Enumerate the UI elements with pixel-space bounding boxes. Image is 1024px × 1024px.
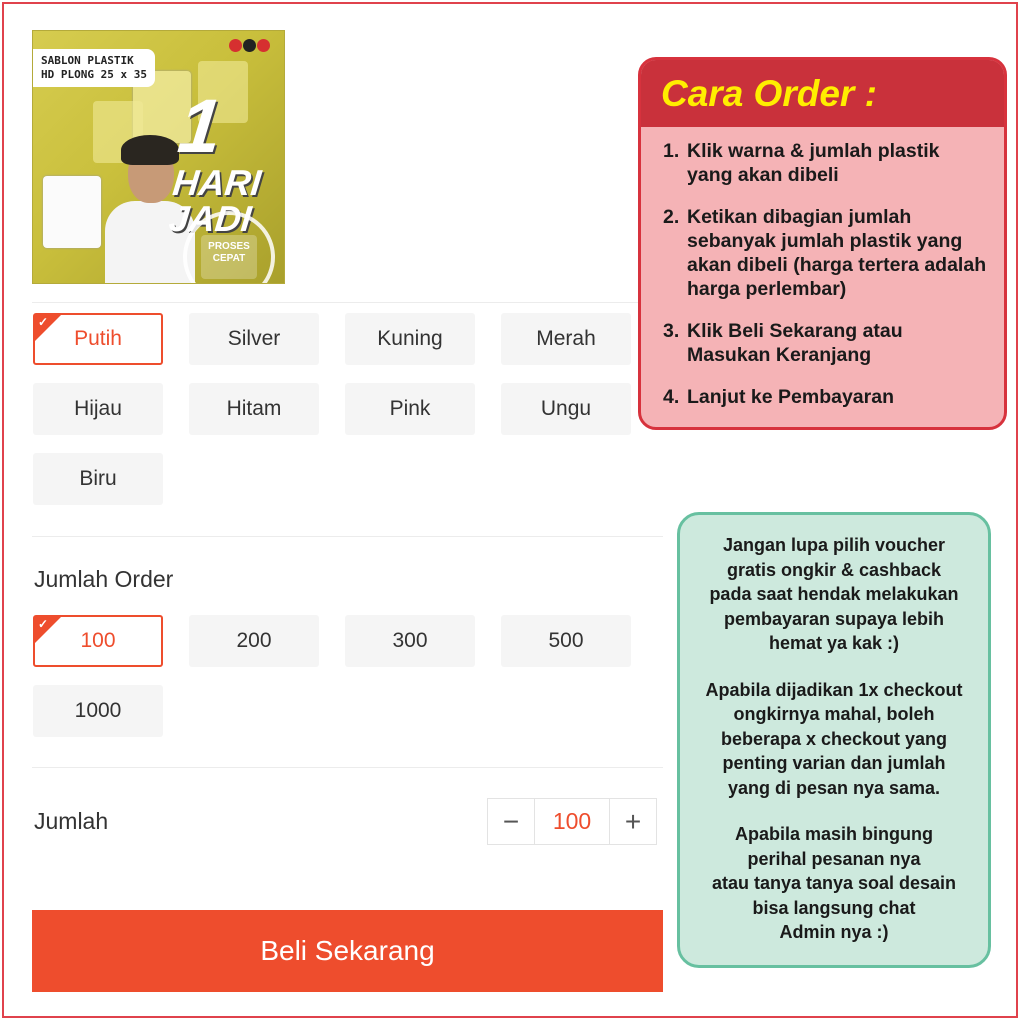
person-figure (121, 135, 179, 165)
note-card (677, 512, 991, 968)
quantity-option-label: 1000 (74, 699, 122, 722)
order-step (663, 319, 990, 367)
order-step-number: 1. (663, 140, 680, 162)
color-option-label: Silver (227, 327, 281, 350)
brand-logos (228, 39, 270, 57)
buy-now-button[interactable]: Beli Sekarang (32, 910, 663, 992)
note-paragraph: Apabila masih bingung perihal pesanan nya atau tanya tanya soal desain bisa langsung chat Admin nya :) (711, 824, 957, 942)
color-option-hitam[interactable] (189, 383, 319, 435)
order-step-text: Klik Beli Sekarang atau Masukan Keranjang (687, 320, 903, 366)
guarantee-seal: PROSES CEPAT (183, 211, 275, 284)
color-option-label: Ungu (540, 397, 592, 420)
quantity-option-300[interactable] (345, 615, 475, 667)
color-option-label: Pink (389, 397, 431, 420)
note-paragraph: Jangan lupa pilih voucher gratis ongkir & cashback pada saat hendak melakukan pembayaran supaya lebih hemat ya kak :) (709, 535, 959, 653)
quantity-option-100[interactable] (33, 615, 163, 667)
plus-button[interactable]: + (624, 805, 642, 837)
order-instructions-card (638, 57, 1007, 430)
promo-one-day: 1 HARI JADI (167, 84, 264, 239)
color-option-merah[interactable] (501, 313, 631, 365)
color-option-label: Putih (74, 327, 122, 350)
check-icon: ✓ (38, 617, 49, 631)
color-option-label: Merah (536, 327, 596, 350)
divider (32, 536, 663, 537)
order-step-text: Klik warna & jumlah plastik yang akan dibeli (687, 140, 940, 186)
quantity-option-label: 300 (392, 629, 428, 652)
color-option-label: Kuning (377, 327, 443, 350)
order-step-number: 3. (663, 320, 680, 342)
product-bag (43, 176, 101, 248)
quantity-option-1000[interactable] (33, 685, 163, 737)
color-option-putih[interactable] (33, 313, 163, 365)
jumlah-label: Jumlah (34, 808, 109, 834)
quantity-option-500[interactable] (501, 615, 631, 667)
jumlah-order-label: Jumlah Order (34, 566, 174, 592)
color-option-pink[interactable] (345, 383, 475, 435)
order-step (663, 385, 990, 409)
color-option-label: Hijau (74, 397, 122, 420)
color-option-biru[interactable] (33, 453, 163, 505)
color-option-ungu[interactable] (501, 383, 631, 435)
order-step (663, 205, 990, 301)
order-step-text: Ketikan dibagian jumlah sebanyak jumlah plastik yang akan dibeli (harga tertera adalah harga perlembar) (687, 206, 987, 300)
color-option-hijau[interactable] (33, 383, 163, 435)
order-steps-list (641, 139, 1004, 409)
order-step-text: Lanjut ke Pembayaran (687, 386, 894, 408)
order-step-number: 2. (663, 206, 680, 228)
divider (32, 302, 663, 303)
product-image-title: SABLON PLASTIK HD PLONG 25 x 35 (33, 49, 155, 87)
quantity-option-label: 100 (80, 629, 116, 652)
check-icon: ✓ (38, 315, 49, 329)
order-card-title: Cara Order : (641, 60, 1004, 127)
quantity-option-200[interactable] (189, 615, 319, 667)
order-step (663, 139, 990, 187)
minus-button[interactable]: − (502, 805, 520, 837)
quantity-option-label: 500 (548, 629, 584, 652)
color-option-kuning[interactable] (345, 313, 475, 365)
color-option-silver[interactable] (189, 313, 319, 365)
quantity-input[interactable]: 100 (534, 799, 610, 844)
product-image[interactable] (32, 30, 285, 284)
quantity-stepper (487, 798, 657, 845)
color-option-label: Biru (79, 467, 117, 490)
divider (32, 767, 663, 768)
color-option-label: Hitam (226, 397, 282, 420)
quantity-option-label: 200 (236, 629, 272, 652)
order-step-number: 4. (663, 386, 680, 408)
note-paragraph: Apabila dijadikan 1x checkout ongkirnya mahal, boleh beberapa x checkout yang penting varian dan jumlah yang di pesan nya sama. (705, 679, 963, 798)
